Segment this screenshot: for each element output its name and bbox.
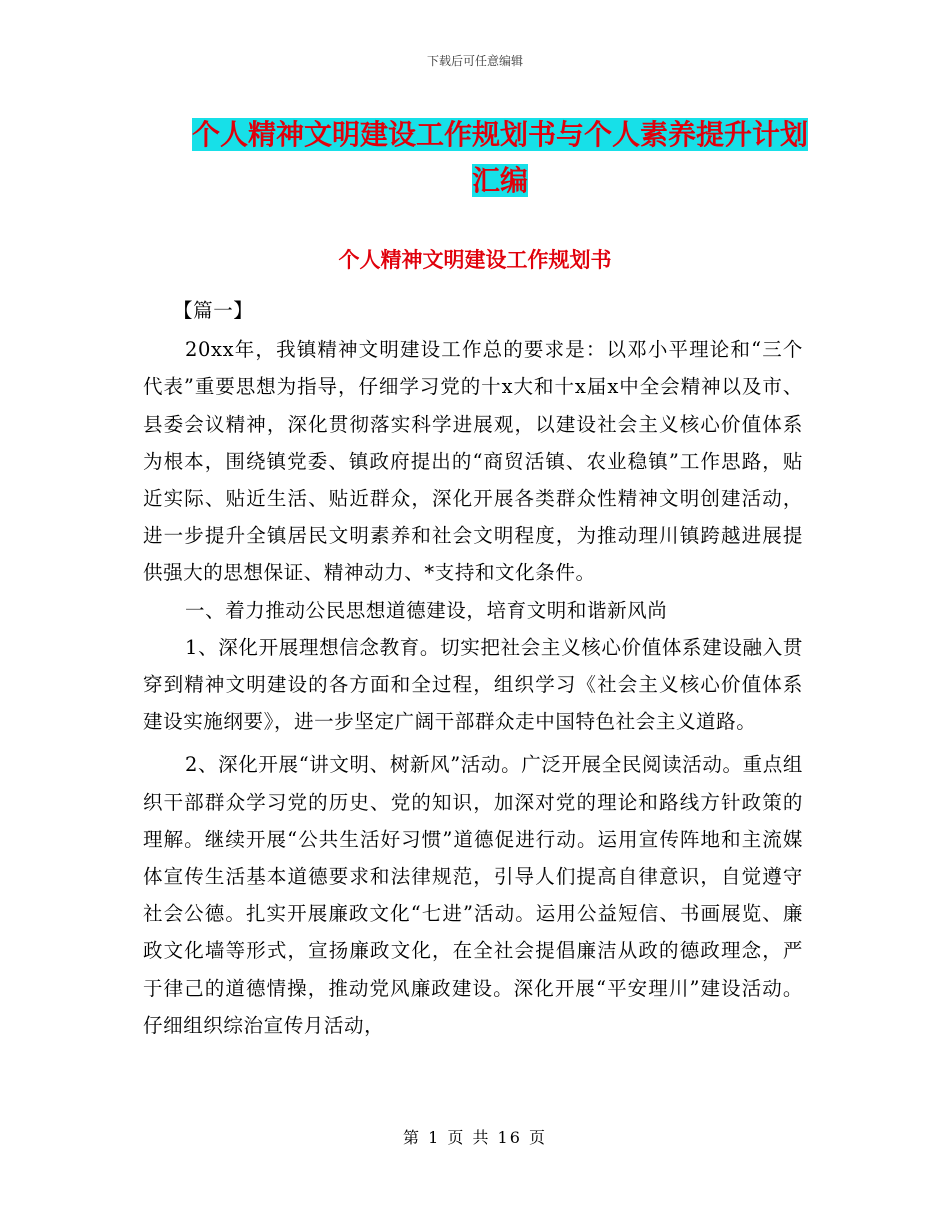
section-title: 个人精神文明建设工作规划书: [338, 248, 612, 272]
paragraph-heading: 一、着力推动公民思想道德建设，培育文明和谐新风尚: [185, 598, 668, 622]
page-number: 第 1 页 共 16 页: [403, 1128, 547, 1147]
section-marker: 【篇一】: [173, 299, 254, 322]
paragraph: 2、深化开展“讲文明、树新风”活动。广泛开展全民阅读活动。重点组织干部群众学习党的历史、党的知识，加深对党的理论和路线方针政策的理解。继续开展“公共生活好习惯”道德促进行动。运用宣传阵地和主流媒体宣传生活基本道德要求和法律规范，引导人们提高自律意识，自觉遵守社会公德。扎实开展廉政文化“七进”活动。运用公益短信、书画展览、廉政文化墙等形式，宣扬廉政文化，在全社会提倡廉洁从政的德政理念，严于律己的道德情操，推动党风廉政建设。深化开展“平安理川”建设活动。仔细组织综治宣传月活动，: [143, 753, 803, 1037]
document-body: [143, 292, 803, 1044]
paragraph: 1、深化开展理想信念教育。切实把社会主义核心价值体系建设融入贯穿到精神文明建设的各方面和全过程，组织学习《社会主义核心价值体系建设实施纲要》，进一步坚定广阔干部群众走中国特色社会主义道路。: [143, 635, 803, 734]
paragraph: 20xx年，我镇精神文明建设工作总的要求是：以邓小平理论和“三个代表”重要思想为指导，仔细学习党的十x大和十x届x中全会精神以及市、县委会议精神，深化贯彻落实科学进展观，以建设社会主义核心价值体系为根本，围绕镇党委、镇政府提出的“商贸活镇、农业稳镇”工作思路，贴近实际、贴近生活、贴近群众，深化开展各类群众性精神文明创建活动，进一步提升全镇居民文明素养和社会文明程度，为推动理川镇跨越进展提供强大的思想保证、精神动力、*支持和文化条件。: [143, 338, 803, 585]
page-header-note: 下载后可任意编辑: [426, 54, 523, 68]
document-title: [190, 112, 810, 204]
document-title-text: 个人精神文明建设工作规划书与个人素养提升计划汇编: [191, 118, 808, 197]
